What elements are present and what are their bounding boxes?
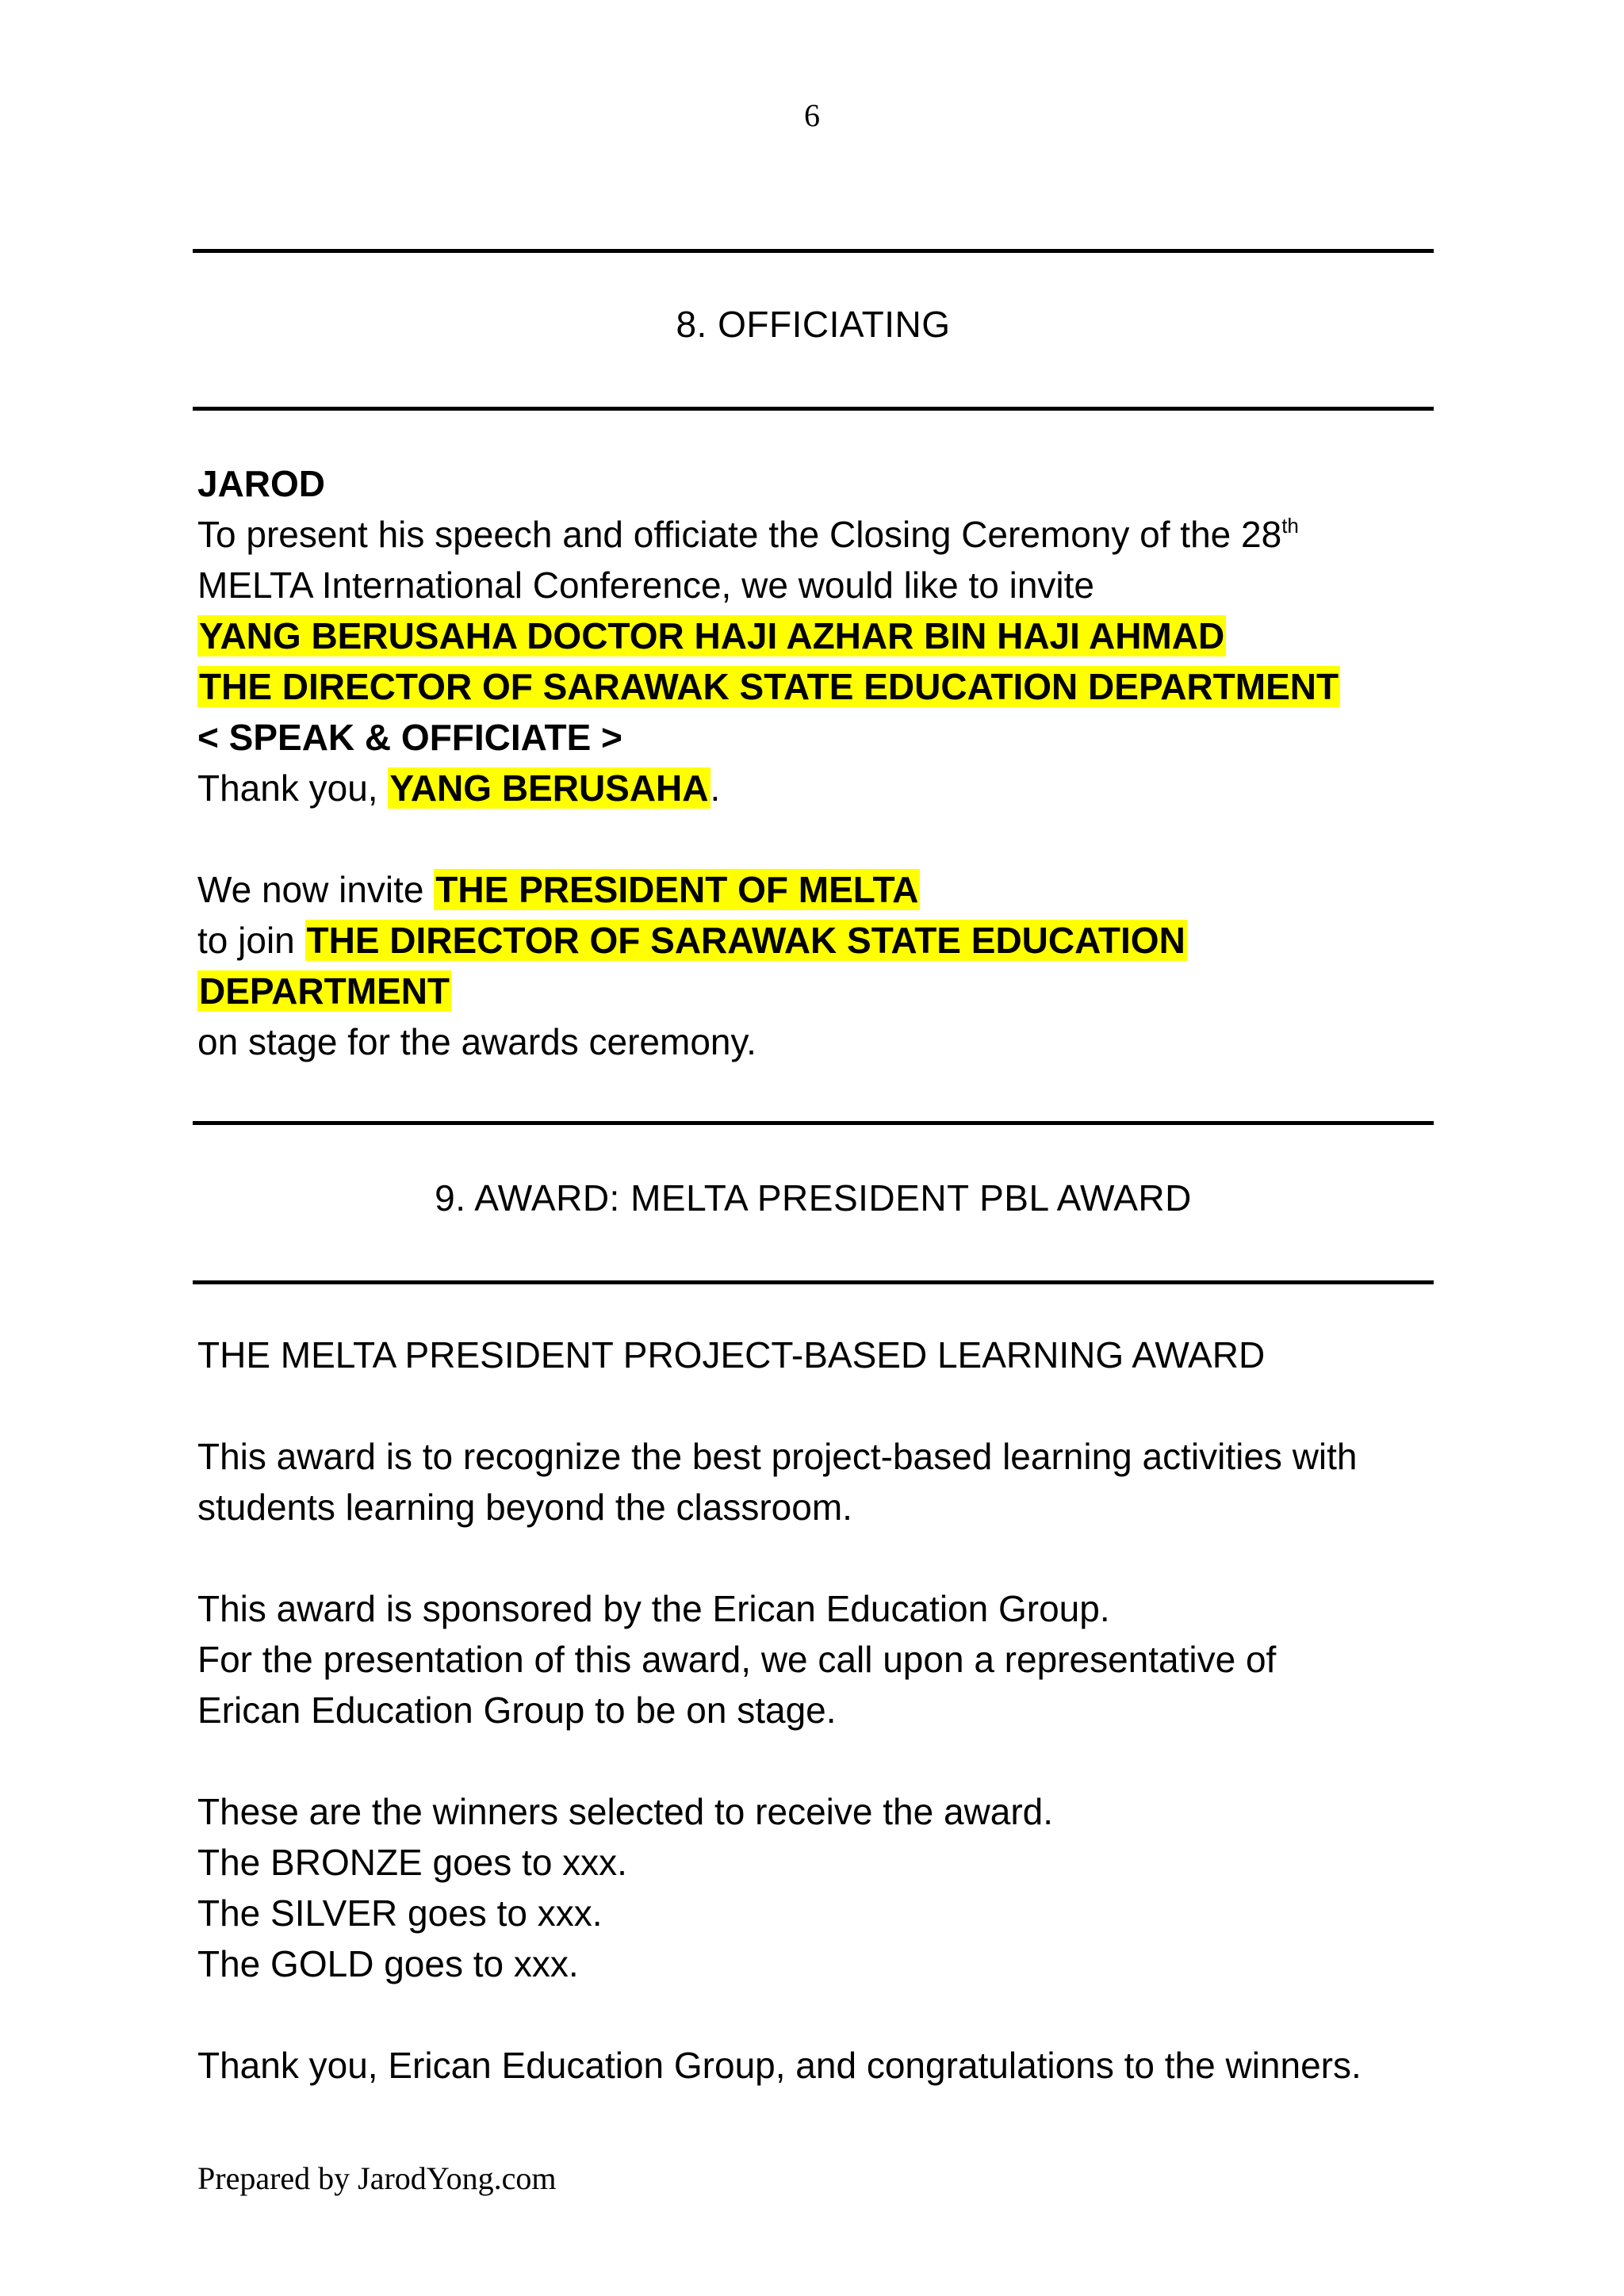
intro-line-1 (197, 509, 1434, 560)
invite-name: THE PRESIDENT OF MELTA (435, 869, 919, 910)
guest-title-line (197, 661, 1434, 712)
thank-you-line (197, 763, 1434, 813)
blank-line (197, 813, 1434, 864)
join-line-2 (197, 966, 1434, 1016)
blank-line (197, 1380, 1434, 1431)
blank-line (197, 1735, 1434, 1786)
thank-you-name: YANG BERUSAHA (389, 767, 709, 809)
presentation-line-2: Erican Education Group to be on stage. (197, 1689, 837, 1731)
section9-body (197, 1330, 1434, 2091)
thank-you-suffix: . (710, 767, 721, 809)
bronze-winner: The BRONZE goes to xxx. (197, 1842, 627, 1883)
join-name-1: THE DIRECTOR OF SARAWAK STATE EDUCATION (306, 920, 1185, 961)
section8-body (197, 458, 1434, 1067)
invite-prefix: We now invite (197, 869, 424, 910)
join-prefix: to join (197, 920, 295, 961)
silver-winner: The SILVER goes to xxx. (197, 1892, 603, 1934)
guest-title: THE DIRECTOR OF SARAWAK STATE EDUCATION DEPARTMENT (199, 666, 1339, 707)
intro-line-2: MELTA International Conference, we would like to invite (197, 564, 1094, 606)
purpose-line-2: students learning beyond the classroom. (197, 1487, 852, 1528)
guest-name: YANG BERUSAHA DOCTOR HAJI AZHAR BIN HAJI AHMAD (199, 615, 1225, 656)
section9-bottom-rule (193, 1280, 1434, 1284)
section8-closing-line: on stage for the awards ceremony. (197, 1021, 756, 1062)
intro-line-1-text: To present his speech and officiate the Closing Ceremony of the 28 (197, 514, 1282, 555)
section8-bottom-rule (193, 407, 1434, 411)
presentation-line-1: For the presentation of this award, we call upon a representative of (197, 1639, 1277, 1680)
gold-winner: The GOLD goes to xxx. (197, 1943, 579, 1984)
section8-top-rule (193, 249, 1434, 253)
page-number: 6 (804, 98, 820, 133)
section9-heading: 9. AWARD: MELTA PRESIDENT PBL AWARD (435, 1177, 1192, 1219)
section9-closing-line: Thank you, Erican Education Group, and congratulations to the winners. (197, 2045, 1362, 2086)
section8-heading: 8. OFFICIATING (676, 304, 951, 345)
blank-line (197, 1533, 1434, 1583)
purpose-line-1: This award is to recognize the best project-based learning activities with (197, 1436, 1358, 1477)
winners-intro: These are the winners selected to receive the award. (197, 1791, 1054, 1832)
speaker-name: JAROD (197, 463, 326, 504)
join-line (197, 915, 1434, 966)
thank-you-prefix: Thank you, (197, 767, 378, 809)
footer-credit: Prepared by JarodYong.com (197, 2160, 557, 2196)
stage-direction: < SPEAK & OFFICIATE > (197, 717, 622, 758)
invite-line (197, 864, 1434, 915)
join-name-2: DEPARTMENT (199, 970, 450, 1012)
sponsor-line: This award is sponsored by the Erican Education Group. (197, 1588, 1110, 1629)
ordinal-suffix: th (1281, 513, 1299, 538)
blank-line (197, 1989, 1434, 2040)
section9-top-rule (193, 1121, 1434, 1125)
guest-name-line (197, 610, 1434, 661)
award-title: THE MELTA PRESIDENT PROJECT-BASED LEARNING AWARD (197, 1334, 1266, 1376)
